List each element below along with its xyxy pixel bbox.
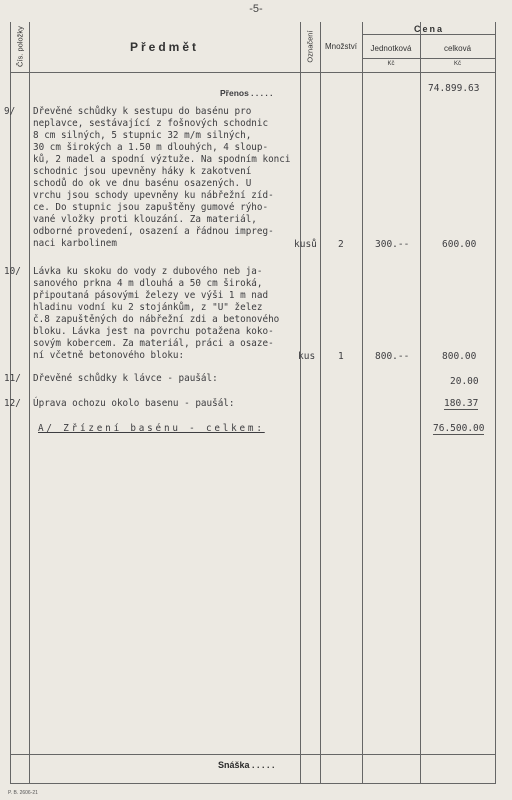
item-line: sanového prkna 4 m dlouhá a 50 cm široká, [33,278,263,289]
page-number: -5- [249,3,263,15]
item-line: vrchu jsou schody upevněny ku nábřežní zíd- [33,190,274,201]
item-line: vané vložky proti klouzání. Za materiál, [33,214,257,225]
item-line: hladinu vodní ku 2 stojánkům, z "U" želez [33,302,263,313]
item-quantity: 1 [338,351,344,362]
item-quantity: 2 [338,239,344,250]
item-unit-price: 300.-- [375,239,410,250]
table-bottom-line [10,783,496,784]
item-line: schodnic jsou upevněny háky k zakotvení [33,166,252,177]
invoice-table [4,22,496,784]
header-total-currency: Kč [453,61,461,67]
header-subject: Předmět [129,40,200,54]
item-line: Dřevěné schůdky k lávce - paušál: [33,373,218,384]
item-line: Dřevěné schůdky k sestupu do basénu pro [33,106,252,117]
print-code: P. B. 2606-21 [8,790,38,796]
col-divider [320,22,321,784]
col-divider [300,22,301,784]
col-divider [362,22,363,784]
item-line: naci karbolinem [33,238,117,249]
item-total: 180.37 [444,398,479,409]
carry-over-amount: 74.899.63 [428,83,480,94]
item-line: ní včetně betonového bloku: [33,350,185,361]
item-line: Lávka ku skoku do vody z dubového neb ja- [33,266,263,277]
item-line: ce. Do stupnic jsou zapuštěny gumové rýho- [33,202,269,213]
item-line: 8 cm silných, 5 stupnic 32 m/m silných, [33,130,252,141]
item-marking: kusů [294,239,317,250]
item-total: 800.00 [442,351,477,362]
footer-total-label: Snáška . . . . . [218,760,275,770]
item-line: odborné provedení, osazení a řádnou impreg- [33,226,274,237]
item-number: 12/ [4,398,21,409]
item-total: 20.00 [450,376,479,387]
item-number: 10/ [4,266,21,277]
header-total-price: celková [443,44,472,53]
price-header-line [362,34,496,35]
header-quantity: Množství [324,42,357,51]
item-number: 9/ [4,106,16,117]
carry-over-label: Přenos . . . . . [220,88,273,98]
item-line: bloku. Lávka jest na povrchu potažena koko- [33,326,274,337]
item-line: schodů do ok ve dnu basénu osazených. U [33,178,252,189]
summary-amount: 76.500.00 [433,423,485,434]
price-subheader-line [362,58,496,59]
item-line: připoutaná pásovými železy ve výši 1 m nad [33,290,269,301]
item-number: 11/ [4,373,21,384]
item-line: č.8 zapuštěných do nábřežní zdi a betonového [33,314,280,325]
header-bottom-line [10,72,496,73]
col-divider [29,22,30,784]
item-line: ků, 2 madel a spodní výztuže. Na spodním konci [33,154,291,165]
item-line: 30 cm širokých a 1.50 m dlouhých, 4 sloup- [33,142,269,153]
header-item-no: Čís. položky [15,26,25,67]
header-unit-currency: Kč [387,61,395,67]
header-marking: Označení [305,30,315,63]
item-line: neplavce, sestávající z fošnových schodnic [33,118,269,129]
item-marking: kus [298,351,316,362]
item-total: 600.00 [442,239,477,250]
header-unit-price: Jednotková [370,44,412,53]
summary-label: A/ Zřízení basénu - celkem: [38,423,265,434]
footer-line [10,754,496,755]
table-border-right [495,22,496,784]
header-price: Cena [413,24,444,34]
item-unit-price: 800.-- [375,351,410,362]
item-line: sovým kobercem. Za materiál, práci a osaze- [33,338,274,349]
item-line: Úprava ochozu okolo basenu - paušál: [33,398,235,409]
col-divider [420,22,421,784]
